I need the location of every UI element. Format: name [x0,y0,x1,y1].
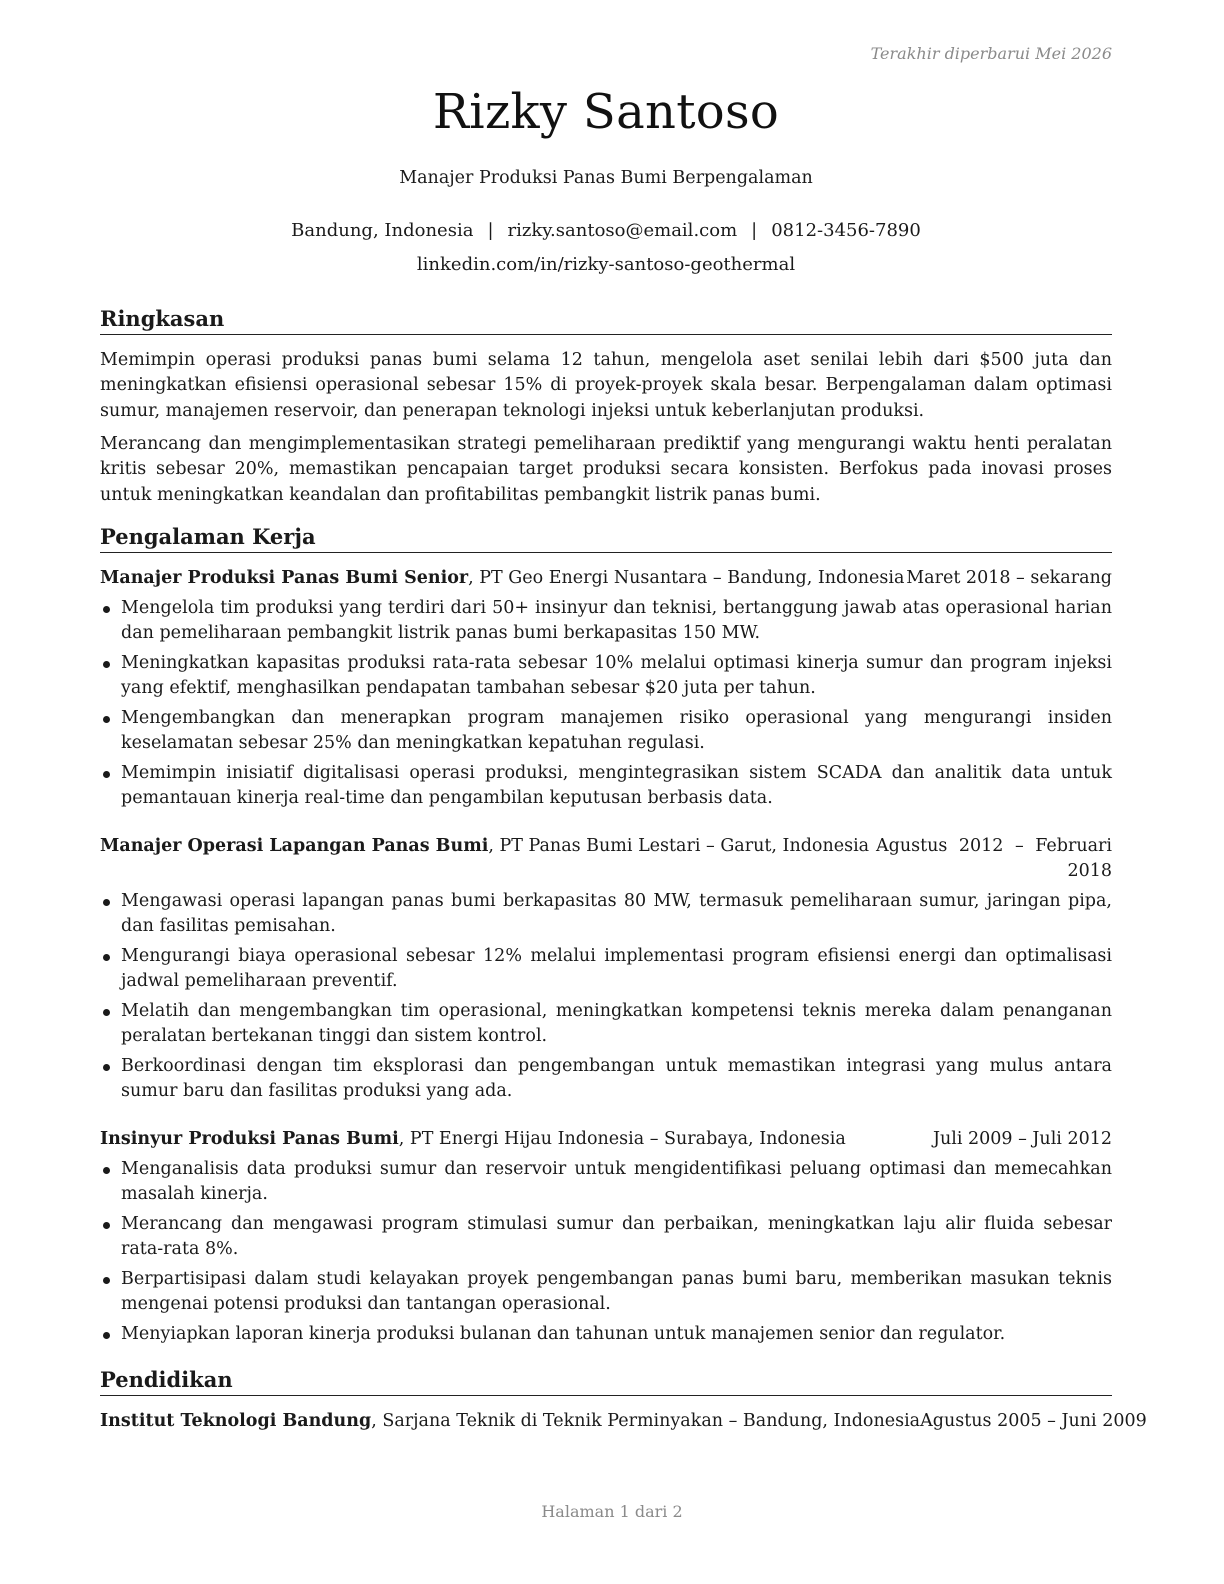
job-bullets [100,1157,1112,1352]
contact-phone: 0812-3456-7890 [771,220,921,241]
contact-linkedin[interactable]: linkedin.com/in/rizky-santoso-geothermal [416,254,796,275]
education-dates: Agustus 2005 – Juni 2009 [920,1411,1147,1431]
job-role: Manajer Operasi Lapangan Panas Bumi [100,836,489,856]
job-bullet: Mengawasi operasi lapangan panas bumi berkapasitas 80 MW, termasuk pemeliharaan sumur, jaringan pipa, dan fasilitas pemisahan. [100,889,1112,939]
section-title-experience: Pengalaman Kerja [100,523,1112,553]
job-title-line [100,834,869,884]
job-bullet: Mengembangkan dan menerapkan program manajemen risiko operasional yang mengurangi insiden keselamatan sebesar 25% dan meningkatkan kepatuhan regulasi. [100,706,1112,756]
section-title-summary: Ringkasan [100,305,1112,335]
page-number: Halaman 1 dari 2 [541,1502,683,1521]
contact-line [100,220,1112,241]
job-header [100,1127,1112,1152]
candidate-headline: Manajer Produksi Panas Bumi Berpengalaman [399,168,813,188]
job-role: Insinyur Produksi Panas Bumi [100,1129,399,1149]
education-degree: , Sarjana Teknik di Teknik Perminyakan – Bandung, Indonesia [371,1411,921,1431]
job-bullet: Melatih dan mengembangkan tim operasional, meningkatkan kompetensi teknis mereka dalam penanganan peralatan bertekanan tinggi dan sistem kontrol. [100,999,1112,1049]
job-bullets [100,889,1112,1109]
job-title-line [100,566,904,591]
job-organization: , PT Energi Hijau Indonesia – Surabaya, Indonesia [398,1129,846,1149]
job-header [100,834,1112,884]
job-dates: Agustus 2012 – Februari 2018 [876,836,1112,881]
summary-paragraph: Merancang dan mengimplementasikan strategi pemeliharaan prediktif yang mengurangi waktu henti peralatan kritis sebesar 20%, memastikan pencapaian target produksi secara konsisten. Berfokus pada inovasi proses untuk meningkatkan keandalan dan profitabilitas pembangkit listrik panas bumi. [100,434,1112,505]
job-title-line [100,1127,846,1152]
job-bullet: Mengelola tim produksi yang terdiri dari 50+ insinyur dan teknisi, bertanggung jawab atas operasional harian dan pemeliharaan pembangkit listrik panas bumi berkapasitas 150 MW. [100,596,1112,646]
job-organization: , PT Panas Bumi Lestari – Garut, Indonesia [488,836,870,856]
education-school: Institut Teknologi Bandung [100,1411,372,1431]
last-updated: Terakhir diperbarui Mei 2026 [870,44,1112,63]
section-title-education: Pendidikan [100,1366,1112,1396]
contact-email[interactable]: rizky.santoso@email.com [507,220,738,241]
job-role: Manajer Produksi Panas Bumi Senior [100,568,469,588]
job-bullet: Merancang dan mengawasi program stimulasi sumur dan perbaikan, meningkatkan laju alir fluida sebesar rata-rata 8%. [100,1212,1112,1262]
job-bullet: Berpartisipasi dalam studi kelayakan proyek pengembangan panas bumi baru, memberikan masukan teknis mengenai potensi produksi dan tantangan operasional. [100,1267,1112,1317]
job-dates: Maret 2018 – sekarang [906,568,1112,588]
contact-separator: | [751,220,758,241]
job-dates: Juli 2009 – Juli 2012 [932,1129,1112,1149]
job-bullet: Memimpin inisiatif digitalisasi operasi produksi, mengintegrasikan sistem SCADA dan analitik data untuk pemantauan kinerja real-time dan pengambilan keputusan berbasis data. [100,761,1112,811]
contact-location: Bandung, Indonesia [291,220,474,241]
job-bullet: Mengurangi biaya operasional sebesar 12% melalui implementasi program efisiensi energi dan optimalisasi jadwal pemeliharaan preventif. [100,944,1112,994]
summary-paragraph: Memimpin operasi produksi panas bumi selama 12 tahun, mengelola aset senilai lebih dari $500 juta dan meningkatkan efisiensi operasional sebesar 15% di proyek-proyek skala besar. Berpengalaman dalam optimasi sumur, manajemen reservoir, dan penerapan teknologi injeksi untuk keberlanjutan produksi. [100,350,1112,421]
education-entry [100,1409,1147,1434]
job-bullet: Menyiapkan laporan kinerja produksi bulanan dan tahunan untuk manajemen senior dan regulator. [100,1322,1112,1347]
job-bullet: Berkoordinasi dengan tim eksplorasi dan pengembangan untuk memastikan integrasi yang mulus antara sumur baru dan fasilitas produksi yang ada. [100,1054,1112,1104]
contact-separator: | [487,220,494,241]
job-bullet: Menganalisis data produksi sumur dan reservoir untuk mengidentifikasi peluang optimasi dan memecahkan masalah kinerja. [100,1157,1112,1207]
job-header [100,566,1112,591]
candidate-name: Rizky Santoso [432,84,780,140]
job-bullet: Meningkatkan kapasitas produksi rata-rata sebesar 10% melalui optimasi kinerja sumur dan program injeksi yang efektif, menghasilkan pendapatan tambahan sebesar $20 juta per tahun. [100,651,1112,701]
education-line [100,1409,920,1434]
job-organization: , PT Geo Energi Nusantara – Bandung, Indonesia [468,568,905,588]
job-bullets [100,596,1112,816]
